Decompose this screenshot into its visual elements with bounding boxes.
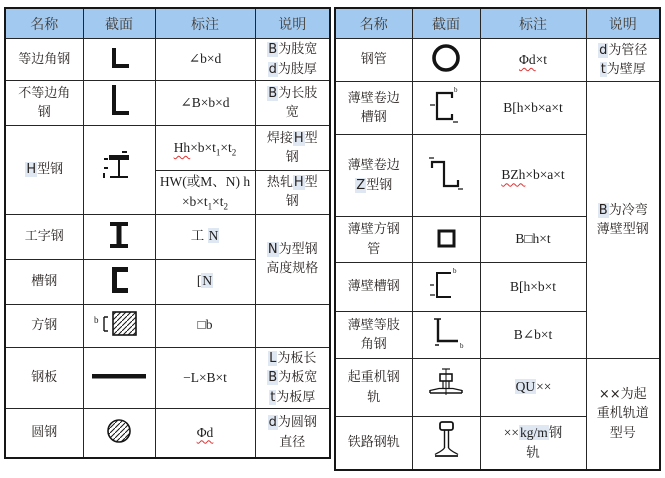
notation-cell: □b: [155, 304, 255, 347]
thin-angle-section-icon: [422, 313, 470, 353]
notation-cell: B∠b×t: [480, 312, 586, 359]
svg-text:b: b: [453, 267, 457, 275]
section-shape-cell: [83, 214, 155, 259]
notation-cell: B[h×b×a×t: [480, 82, 586, 135]
section-shape-cell: [412, 39, 480, 82]
column-header: 截面: [83, 8, 155, 39]
section-shape-cell: [83, 81, 155, 126]
table-row: [5, 304, 330, 347]
description-cell: 热轧H型 钢: [255, 171, 330, 215]
table-row: [5, 214, 330, 259]
description-cell: 焊接H型 钢: [255, 126, 330, 171]
section-name-cell: 钢板: [5, 347, 83, 409]
notation-cell: $Hh\times b\times t_1\times t_2$: [155, 126, 255, 171]
section-shape-cell: [83, 347, 155, 409]
column-header: 名称: [5, 8, 83, 39]
section-shape-cell: [412, 263, 480, 312]
h-beam-section-icon: [97, 146, 141, 190]
unequal-angle-section-icon: [102, 82, 136, 120]
table-row: [335, 39, 660, 82]
right-table: [334, 7, 661, 471]
table-row: [5, 409, 330, 458]
description-cell: B为冷弯 薄壁型钢: [586, 82, 660, 359]
section-shape-cell: [83, 259, 155, 304]
column-header: 名称: [335, 8, 412, 39]
table-row: [5, 81, 330, 126]
latin-char: H: [293, 174, 304, 190]
description-cell: ××为起 重机轨道 型号: [586, 359, 660, 471]
section-shape-cell: [412, 417, 480, 471]
latin-char: B: [268, 85, 278, 101]
latin-char: B: [268, 42, 278, 57]
channel-section-icon: [102, 261, 136, 299]
section-name-cell: H型钢: [5, 126, 83, 215]
section-shape-cell: [412, 359, 480, 417]
svg-text:b: b: [454, 86, 458, 94]
svg-text:b: b: [460, 342, 464, 350]
description-cell: d为管径 t为壁厚: [586, 39, 660, 82]
svg-text:b: b: [94, 314, 99, 325]
latin-char: d: [599, 42, 608, 58]
section-name-cell: 槽钢: [5, 259, 83, 304]
square-tube-section-icon: [428, 221, 464, 255]
notation-cell: [N: [155, 259, 255, 304]
section-name-cell: 铁路钢轨: [335, 417, 412, 471]
section-shape-cell: [83, 304, 155, 347]
left-table: [4, 7, 331, 459]
section-name-cell: 圆钢: [5, 409, 83, 458]
lipped-z-section-icon: [422, 151, 470, 197]
column-header: 标注: [155, 8, 255, 39]
notation-cell: B□h×t: [480, 217, 586, 263]
section-name-cell: 薄壁等肢 角钢: [335, 312, 412, 359]
notation-cell: Φd: [155, 409, 255, 458]
section-name-cell: 不等边角 钢: [5, 81, 83, 126]
section-name-cell: 薄壁卷边 槽钢: [335, 82, 412, 135]
plate-section-icon: [88, 363, 150, 389]
rail-section-icon: [428, 418, 464, 464]
description-cell: [255, 304, 330, 347]
column-header: 说明: [255, 8, 330, 39]
crane-rail-section-icon: [423, 366, 469, 406]
latin-char: d: [268, 61, 277, 77]
table-row: [5, 126, 330, 171]
latin-char: Z: [356, 177, 366, 193]
latin-char: B: [268, 370, 278, 385]
notation-cell: QU××: [480, 359, 586, 417]
section-shape-cell: [412, 135, 480, 217]
column-header: 截面: [412, 8, 480, 39]
section-name-cell: 方钢: [5, 304, 83, 347]
pipe-section-icon: [427, 40, 465, 76]
notation-cell: ∠b×d: [155, 39, 255, 81]
notation-cell: Φd×t: [480, 39, 586, 82]
header-row: [335, 8, 660, 39]
section-shape-cell: [412, 217, 480, 263]
section-shape-cell: [83, 39, 155, 81]
header-row: [5, 8, 330, 39]
notation-cell: B[h×b×t: [480, 263, 586, 312]
description-cell: d为圆钢 直径: [255, 409, 330, 458]
description-cell: N为型钢 高度规格: [255, 214, 330, 304]
table-row: [5, 347, 330, 409]
section-name-cell: 工字钢: [5, 214, 83, 259]
lipped-channel-section-icon: [422, 83, 470, 129]
notation-cell: 工 N: [155, 214, 255, 259]
latin-char: d: [268, 415, 277, 431]
notation-cell: ∠B×b×d: [155, 81, 255, 126]
notation-cell: ××kg/m钢 轨: [480, 417, 586, 471]
section-name-cell: 起重机钢 轨: [335, 359, 412, 417]
section-name-cell: 等边角钢: [5, 39, 83, 81]
section-shape-cell: [83, 126, 155, 215]
table-row: [335, 359, 660, 417]
section-name-cell: 薄壁槽钢: [335, 263, 412, 312]
table-row: [5, 39, 330, 81]
description-cell: L为板长 B为板宽 t为板厚: [255, 347, 330, 409]
square-hatched-section-icon: [92, 306, 146, 342]
description-cell: B为长肢 宽: [255, 81, 330, 126]
section-shape-cell: [83, 409, 155, 458]
latin-char: B: [598, 202, 608, 218]
section-name-cell: 钢管: [335, 39, 412, 82]
round-hatched-section-icon: [100, 413, 138, 449]
notation-cell: HW(或M、N) h $\times b\times t_1\times t_2$: [155, 171, 255, 215]
equal-angle-section-icon: [102, 41, 136, 75]
latin-char: t: [600, 62, 606, 77]
description-cell: B为肢宽 d为肢厚: [255, 39, 330, 81]
latin-char: t: [270, 389, 276, 405]
section-name-cell: 薄壁方钢 管: [335, 217, 412, 263]
notation-cell: BZh×b×a×t: [480, 135, 586, 217]
latin-char: H: [26, 162, 37, 177]
section-shape-cell: [412, 312, 480, 359]
section-name-cell: 薄壁卷边 Z型钢: [335, 135, 412, 217]
column-header: 说明: [586, 8, 660, 39]
column-header: 标注: [480, 8, 586, 39]
latin-char: H: [293, 130, 304, 146]
latin-char: L: [269, 350, 277, 366]
notation-cell: −L×B×t: [155, 347, 255, 409]
thin-channel-section-icon: [422, 264, 470, 306]
table-row: [335, 82, 660, 135]
i-beam-section-icon: [101, 216, 137, 254]
latin-char: N: [267, 241, 278, 257]
section-shape-cell: [412, 82, 480, 135]
